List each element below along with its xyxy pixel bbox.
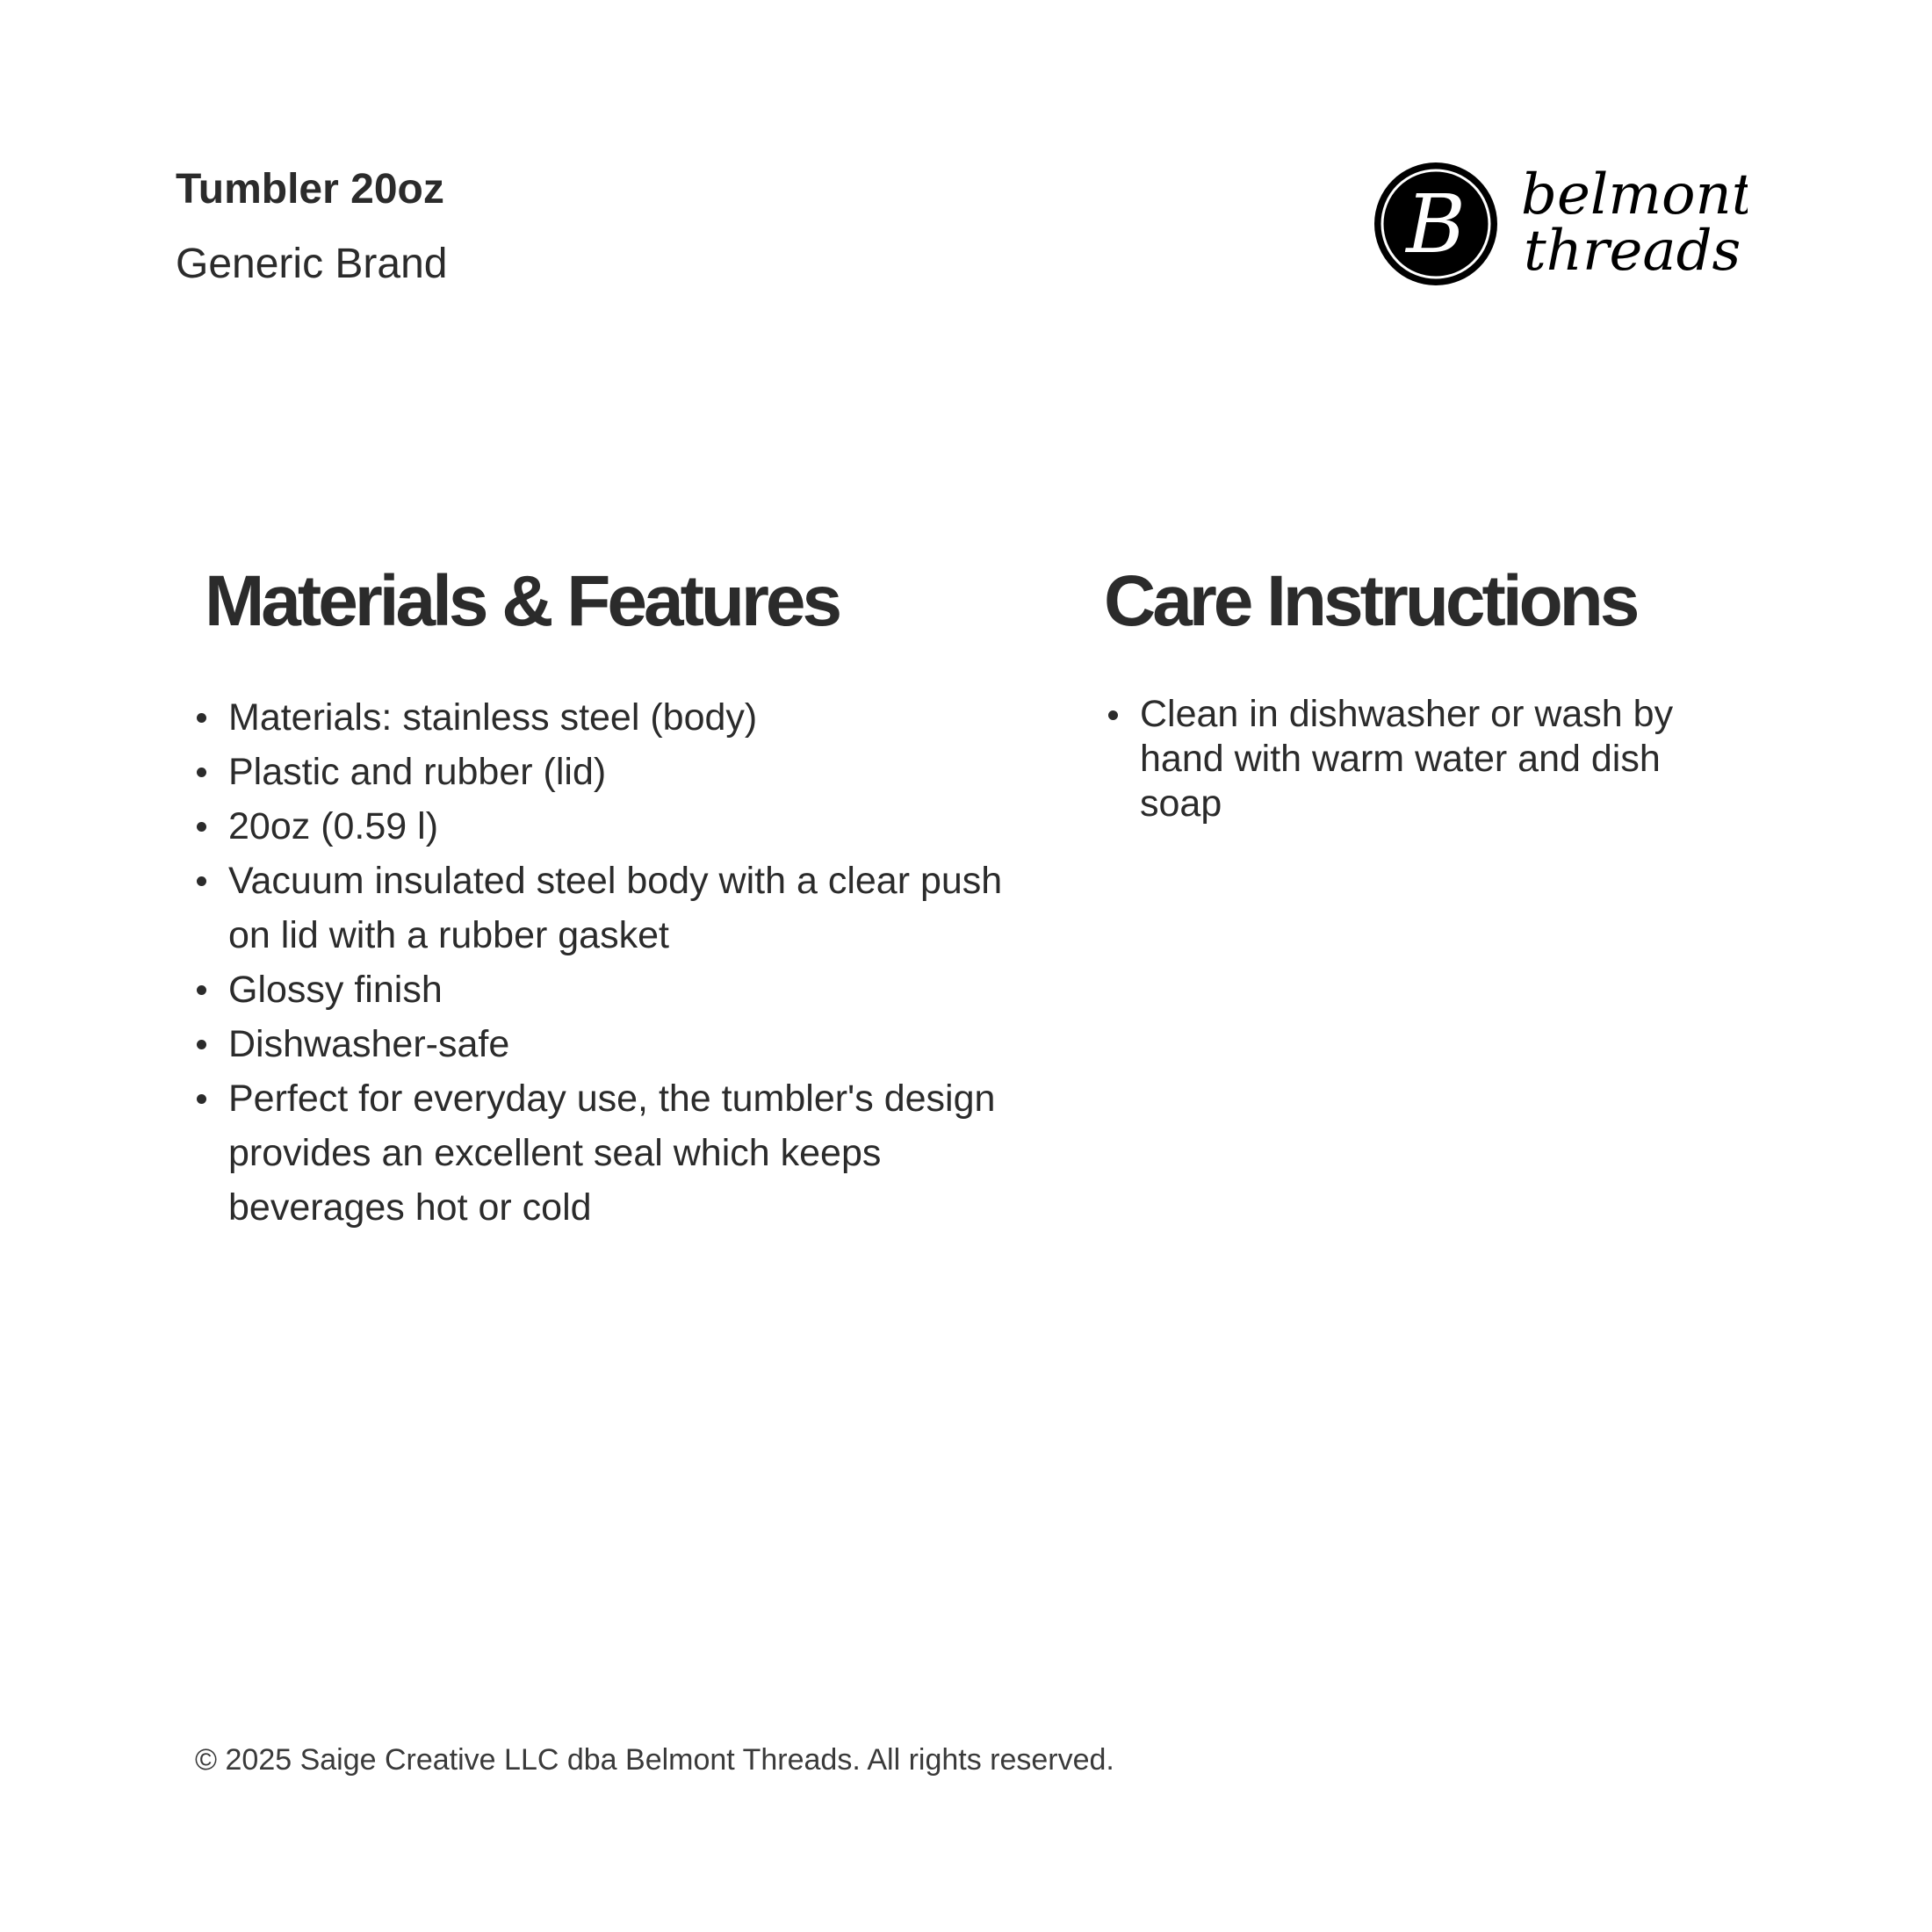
materials-heading: Materials & Features [205,561,840,641]
product-brand: Generic Brand [176,241,448,287]
care-list [1108,692,1741,826]
materials-list [197,690,1005,1235]
copyright-footer: © 2025 Saige Creative LLC dba Belmont Threads. All rights reserved. [195,1743,1114,1777]
list-item: Dishwasher-safe [197,1017,1005,1071]
list-item: Materials: stainless steel (body) [197,690,1005,745]
logo-wordmark-line2: threads [1524,219,1741,284]
list-item: Vacuum insulated steel body with a clear push on lid with a rubber gasket [197,854,1005,962]
list-item: Perfect for everyday use, the tumbler's design provides an excellent seal which keeps beverages hot or cold [197,1071,1005,1235]
list-item: Glossy finish [197,962,1005,1017]
belmont-threads-logo [1370,154,1748,294]
logo-wordmark-line1: belmont [1521,162,1748,227]
product-title: Tumbler 20oz [176,166,444,213]
logo-monogram: B [1406,177,1466,271]
list-item: Plastic and rubber (lid) [197,745,1005,799]
care-heading: Care Instructions [1104,561,1637,641]
list-item: 20oz (0.59 l) [197,799,1005,854]
belmont-threads-logo-mark [1370,154,1748,294]
list-item: Clean in dishwasher or wash by hand with warm water and dish soap [1108,692,1741,826]
